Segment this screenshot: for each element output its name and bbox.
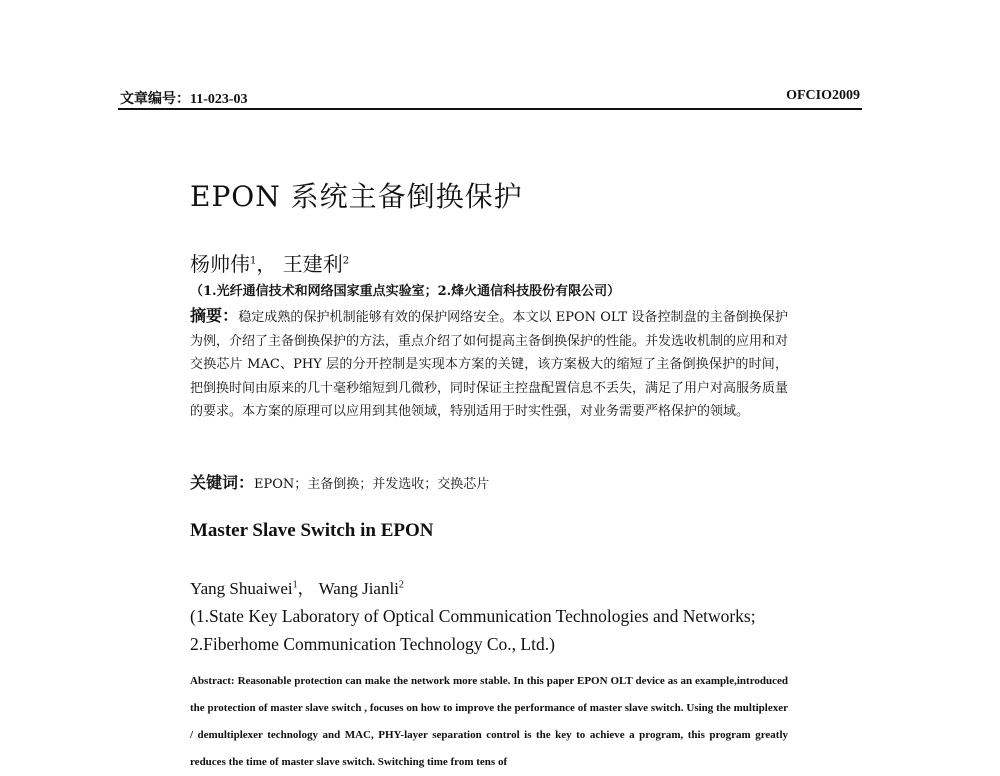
keywords-text: EPON；主备倒换；并发选收；交换芯片 bbox=[254, 477, 490, 492]
english-authors bbox=[190, 574, 404, 599]
chinese-keywords bbox=[190, 470, 489, 493]
author-affiliation-mark: 1 bbox=[250, 255, 257, 267]
author-name: 杨帅伟 bbox=[190, 252, 250, 276]
keywords-label: 关键词： bbox=[190, 473, 255, 492]
author-name: 王建利 bbox=[282, 252, 343, 276]
english-affiliation bbox=[190, 602, 788, 658]
conference-code: OFCIO2009 bbox=[786, 88, 860, 103]
author-separator: ， bbox=[256, 252, 277, 276]
author-affiliation-mark: 2 bbox=[342, 255, 350, 267]
chinese-affiliation: （1.光纤通信技术和网络国家重点实验室；2.烽火通信科技股份有限公司） bbox=[190, 284, 621, 299]
author-affiliation-mark: 1 bbox=[292, 579, 298, 591]
abstract-label: Abstract: bbox=[190, 675, 235, 687]
author-name: Yang Shuaiwei bbox=[190, 579, 293, 598]
header-rule bbox=[118, 108, 862, 110]
chinese-abstract bbox=[190, 304, 788, 424]
author-name: Wang Jianli bbox=[318, 579, 399, 598]
affiliation-line: (1.State Key Laboratory of Optical Communication Technologies and Networks; bbox=[190, 606, 756, 626]
abstract-text: 稳定成熟的保护机制能够有效的保护网络安全。本文以 EPON OLT 设备控制盘的主备倒换保护为例，介绍了主备倒换保护的方法，重点介绍了如何提高主备倒换保护的性能。并发选收机制的应用和对交换芯片 MAC、PHY 层的分开控制是实现本方案的关键，该方案极大的缩短了主备倒换保护的时间，把倒换时间由原来的几十毫秒缩短到几微秒，同时保证主控盘配置信息不丢失，满足了用户对高服务质量的要求。本方案的原理可以应用到其他领域，特别适用于时实性强，对业务需要严格保护的领域。 bbox=[190, 310, 789, 419]
chinese-authors bbox=[190, 248, 349, 277]
abstract-label: 摘要： bbox=[190, 306, 239, 325]
chinese-title: EPON 系统主备倒换保护 bbox=[190, 180, 523, 213]
abstract-text: Reasonable protection can make the network more stable. In this paper EPON OLT device as an example,introduced the protection of master slave switch , focuses on how to improve the performance of master slave switch. Using the multiplexer / demultiplexer technology and MAC, PHY-layer separation control is the key to achieve a program, this program greatly reduces the time of master slave switch. Switching time from tens of bbox=[190, 675, 788, 768]
english-title: Master Slave Switch in EPON bbox=[190, 520, 434, 541]
page-header bbox=[120, 88, 860, 108]
article-number: 文章编号：11-023-03 bbox=[120, 92, 248, 107]
author-affiliation-mark: 2 bbox=[398, 579, 404, 591]
affiliation-line: 2.Fiberhome Communication Technology Co., Ltd.) bbox=[190, 634, 555, 654]
author-separator: ， bbox=[297, 579, 315, 598]
